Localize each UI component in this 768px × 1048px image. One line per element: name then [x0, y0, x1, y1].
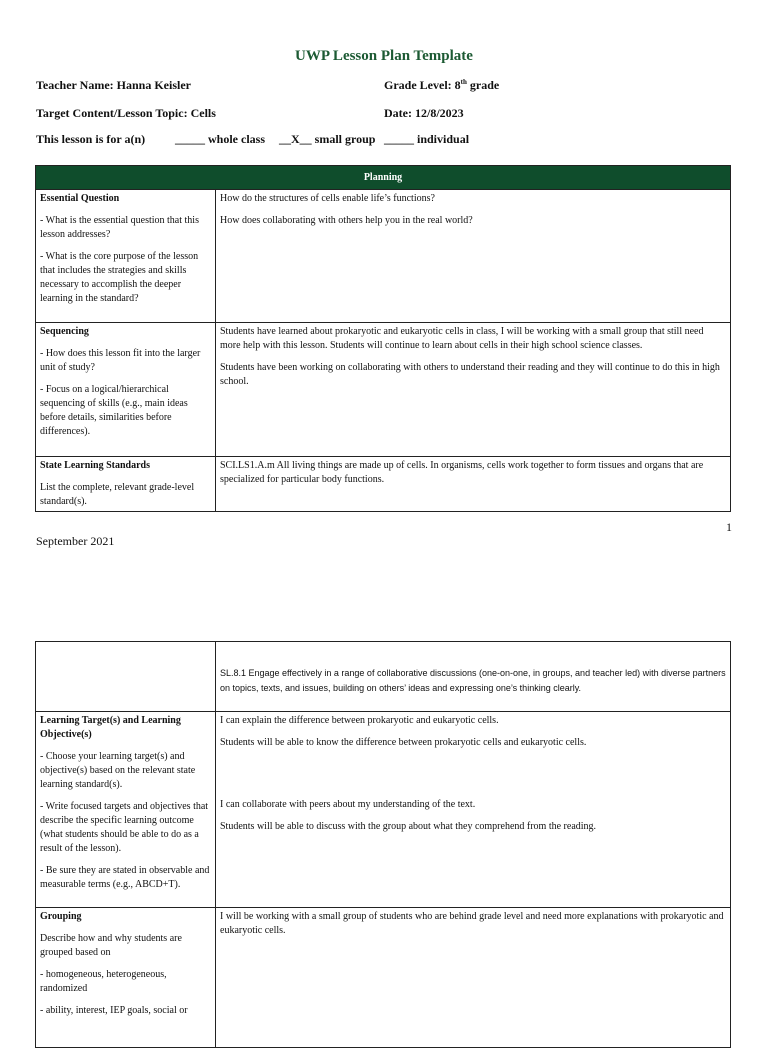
row-answer-cell — [216, 712, 731, 908]
row-answer-cell — [216, 642, 731, 712]
row-prompt: Describe how and why students are grouped based on — [40, 933, 182, 958]
row-answer: How does collaborating with others help you in the real world? — [220, 215, 473, 226]
teacher-name: Teacher Name: Hanna Keisler — [36, 78, 191, 92]
table-row — [36, 323, 731, 457]
row-answer: How do the structures of cells enable life’s functions? — [220, 193, 435, 204]
row-heading: Essential Question — [40, 193, 120, 204]
table-row — [36, 457, 731, 512]
row-answer: I can explain the difference between prokaryotic and eukaryotic cells. — [220, 715, 499, 726]
row-heading: State Learning Standards — [40, 460, 151, 471]
row-answer: Students will be able to know the difference between prokaryotic cells and eukaryotic cells. — [220, 737, 587, 748]
row-prompt: - Choose your learning target(s) and objective(s) based on the relevant state learning standard(s). — [40, 751, 196, 790]
table-row — [36, 190, 731, 323]
row-answer-cell — [216, 908, 731, 1048]
planning-header-row — [36, 166, 731, 190]
row-prompt: List the complete, relevant grade-level standard(s). — [40, 482, 195, 507]
row-answer: I can collaborate with peers about my understanding of the text. — [220, 799, 476, 810]
row-prompt: - What is the essential question that this lesson addresses? — [40, 215, 199, 240]
row-label-cell — [36, 712, 216, 908]
row-prompt: - How does this lesson fit into the larger unit of study? — [40, 348, 201, 373]
table-row — [36, 642, 731, 712]
planning-header: Planning — [36, 166, 731, 190]
row-answer: SL.8.1 Engage effectively in a range of collaborative discussions (one-on-one, in groups, and teacher led) with diverse partners on topics, texts, and issues, building on others’ ideas and expressing one’s thinking clearly. — [220, 668, 726, 694]
row-answer-cell — [216, 190, 731, 323]
page-footer: September 2021 — [36, 534, 115, 548]
row-prompt: - homogeneous, heterogeneous, randomized — [40, 969, 167, 994]
row-prompt: - Be sure they are stated in observable and measurable terms (e.g., ABCD+T). — [40, 865, 210, 890]
option-small-group: __X__ small group — [279, 132, 376, 146]
lesson-topic: Target Content/Lesson Topic: Cells — [36, 106, 216, 120]
lesson-date: Date: 12/8/2023 — [384, 106, 464, 120]
row-label-cell — [36, 457, 216, 512]
page-title: UWP Lesson Plan Template — [295, 48, 473, 64]
planning-table-continued — [35, 641, 731, 1048]
lesson-for-label: This lesson is for a(n) — [36, 132, 146, 146]
row-answer-cell — [216, 457, 731, 512]
row-answer: I will be working with a small group of students who are behind grade level and need more explanations with prokaryotic and eukaryotic cells. — [220, 911, 724, 936]
row-label-cell — [36, 908, 216, 1048]
planning-table — [35, 165, 731, 512]
grade-level: Grade Level: 8th grade — [384, 78, 500, 92]
row-answer-cell — [216, 323, 731, 457]
table-row — [36, 712, 731, 908]
table-row — [36, 908, 731, 1048]
row-answer: Students have been working on collaborating with others to understand their reading and they will continue to do this in high school. — [220, 362, 720, 387]
option-individual: _____ individual — [384, 132, 470, 146]
row-prompt: - Focus on a logical/hierarchical sequencing of skills (e.g., main ideas before details, similarities before differences). — [40, 384, 188, 437]
row-answer: Students have learned about prokaryotic and eukaryotic cells in class, I will be working with a small group that still need more help with this lesson. Students will continue to learn about cells in their high school science classes. — [220, 326, 704, 351]
row-label-cell — [36, 323, 216, 457]
row-label-cell — [36, 642, 216, 712]
row-label-cell — [36, 190, 216, 323]
row-prompt: - What is the core purpose of the lesson that includes the strategies and skills necessary to accomplish the deeper learning in the standard? — [40, 251, 199, 304]
row-heading: Learning Target(s) and Learning Objective(s) — [40, 715, 181, 740]
row-prompt: - Write focused targets and objectives that describe the specific learning outcome (what students should be able to do as a result of the lesson). — [40, 801, 209, 854]
row-heading: Sequencing — [40, 326, 89, 337]
row-heading: Grouping — [40, 911, 82, 922]
row-answer: Students will be able to discuss with the group about what they comprehend from the reading. — [220, 821, 597, 832]
page-number: 1 — [726, 520, 732, 534]
option-whole-class: _____ whole class — [175, 132, 265, 146]
row-answer: SCI.LS1.A.m All living things are made up of cells. In organisms, cells work together to form tissues and organs that are specialized for particular body functions. — [220, 460, 704, 485]
row-prompt: - ability, interest, IEP goals, social or — [40, 1005, 188, 1016]
